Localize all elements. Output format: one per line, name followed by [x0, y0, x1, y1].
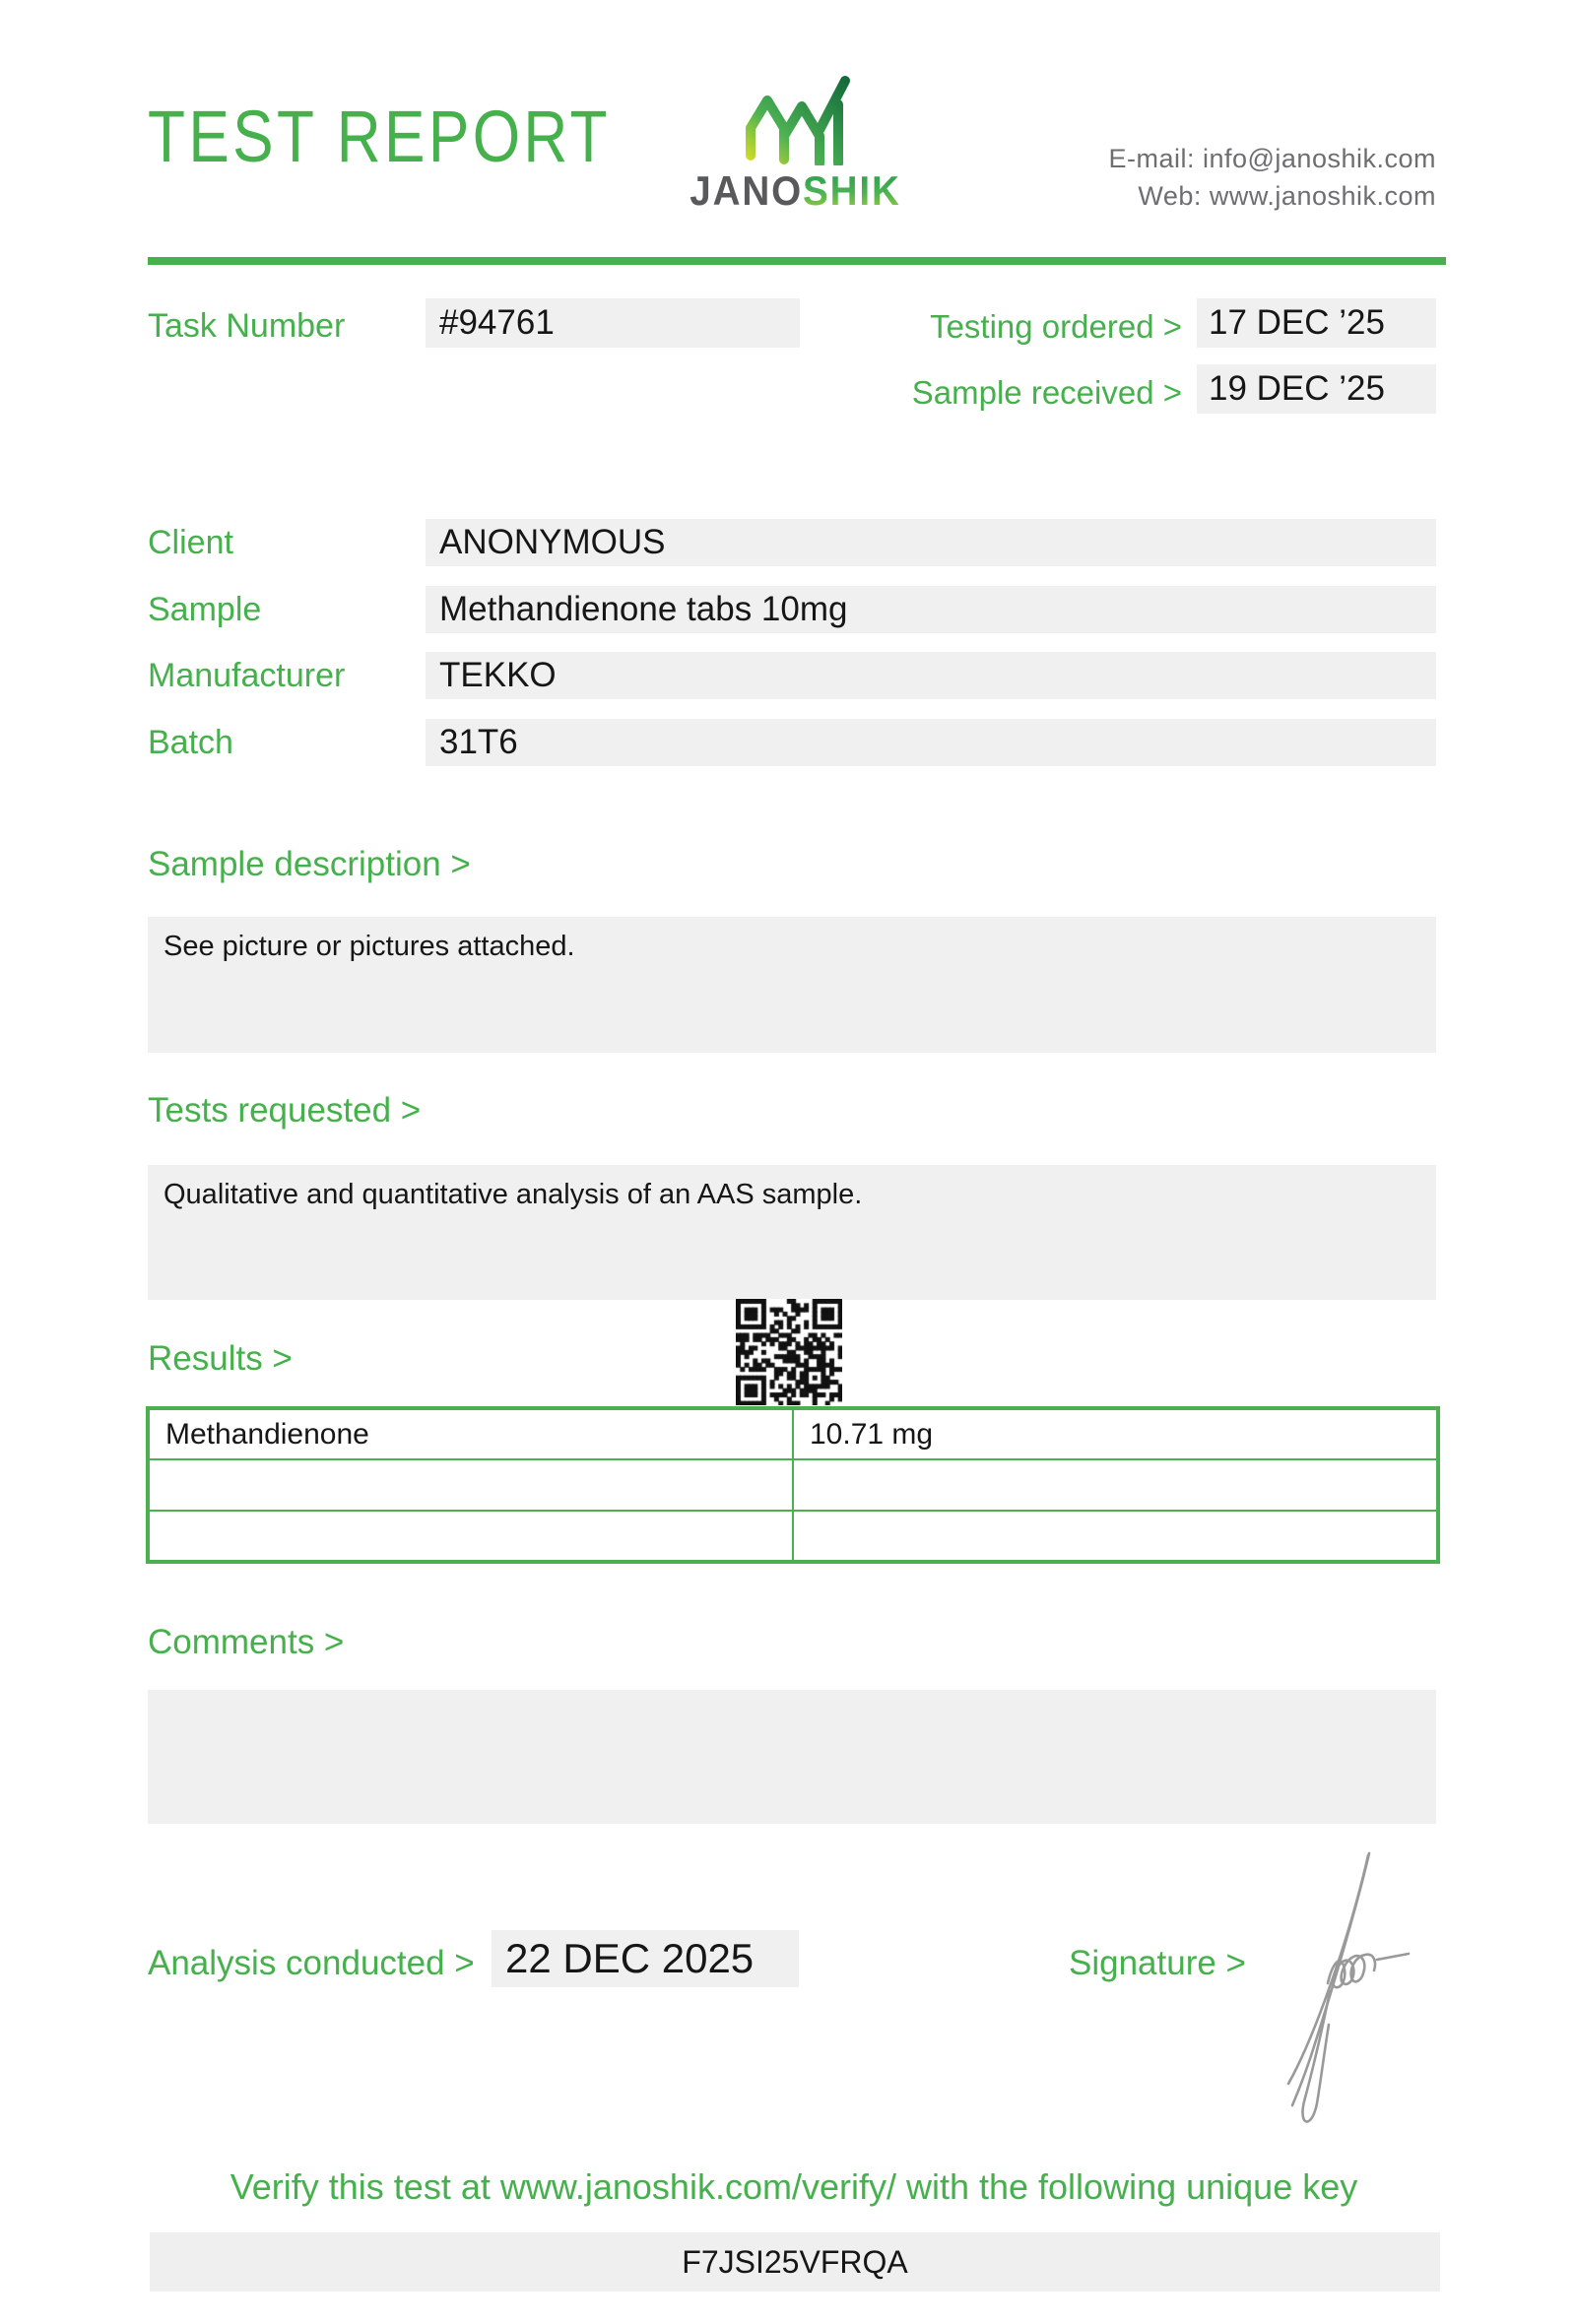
results-heading: Results >: [148, 1339, 293, 1378]
table-row: [148, 1511, 1438, 1562]
logo-wordmark: [689, 167, 901, 215]
sample-received-label: Sample received >: [911, 374, 1182, 411]
testing-ordered-label: Testing ordered >: [930, 308, 1182, 345]
sample-description-text: See picture or pictures attached.: [164, 931, 575, 962]
sample-received-date: 19 DEC ’25: [1197, 364, 1436, 414]
signature-scribble: [1271, 1843, 1438, 2139]
sample-description-box: [148, 917, 1436, 1053]
manufacturer-label: Manufacturer: [148, 657, 346, 694]
analysis-conducted-date: 22 DEC 2025: [492, 1930, 799, 1987]
header-divider: [148, 257, 1446, 265]
contact-web: Web: www.janoshik.com: [1138, 181, 1436, 211]
result-analyte-cell: [148, 1459, 793, 1511]
testing-ordered-date: 17 DEC ’25: [1197, 298, 1436, 348]
result-amount-cell: 10.71 mg: [793, 1408, 1438, 1459]
verify-key: F7JSI25VFRQA: [150, 2232, 1440, 2292]
page-title: TEST REPORT: [148, 96, 611, 177]
results-table: [146, 1406, 1440, 1564]
tests-requested-heading: Tests requested >: [148, 1091, 422, 1130]
growth-chart-icon: [737, 71, 855, 165]
sample-description-heading: Sample description >: [148, 845, 471, 883]
analysis-conducted-label: Analysis conducted >: [148, 1944, 475, 1982]
batch-value: 31T6: [426, 719, 1436, 766]
sample-value: Methandienone tabs 10mg: [426, 586, 1436, 633]
qr-code: [736, 1299, 842, 1405]
table-row: [148, 1408, 1438, 1459]
task-number-value: #94761: [426, 298, 800, 348]
sample-label: Sample: [148, 591, 262, 628]
batch-label: Batch: [148, 724, 233, 761]
task-number-label: Task Number: [148, 307, 346, 345]
manufacturer-value: TEKKO: [426, 652, 1436, 699]
janoshik-logo: [680, 71, 911, 215]
logo-wordmark-primary: JANO: [690, 167, 804, 214]
comments-heading: Comments >: [148, 1623, 345, 1661]
result-amount-cell: [793, 1511, 1438, 1562]
result-amount-cell: [793, 1459, 1438, 1511]
client-value: ANONYMOUS: [426, 519, 1436, 566]
verify-instruction: Verify this test at www.janoshik.com/verify/ with the following unique key: [230, 2166, 1358, 2207]
logo-wordmark-secondary: SHIK: [803, 167, 901, 214]
result-analyte-cell: Methandienone: [148, 1408, 793, 1459]
result-analyte-cell: [148, 1511, 793, 1562]
contact-email: E-mail: info@janoshik.com: [1108, 144, 1436, 173]
table-row: [148, 1459, 1438, 1511]
client-label: Client: [148, 524, 233, 561]
signature-label: Signature >: [1069, 1944, 1246, 1982]
contact-info: [936, 140, 1436, 215]
tests-requested-text: Qualitative and quantitative analysis of an AAS sample.: [164, 1179, 863, 1210]
tests-requested-box: [148, 1165, 1436, 1300]
comments-box: [148, 1690, 1436, 1824]
